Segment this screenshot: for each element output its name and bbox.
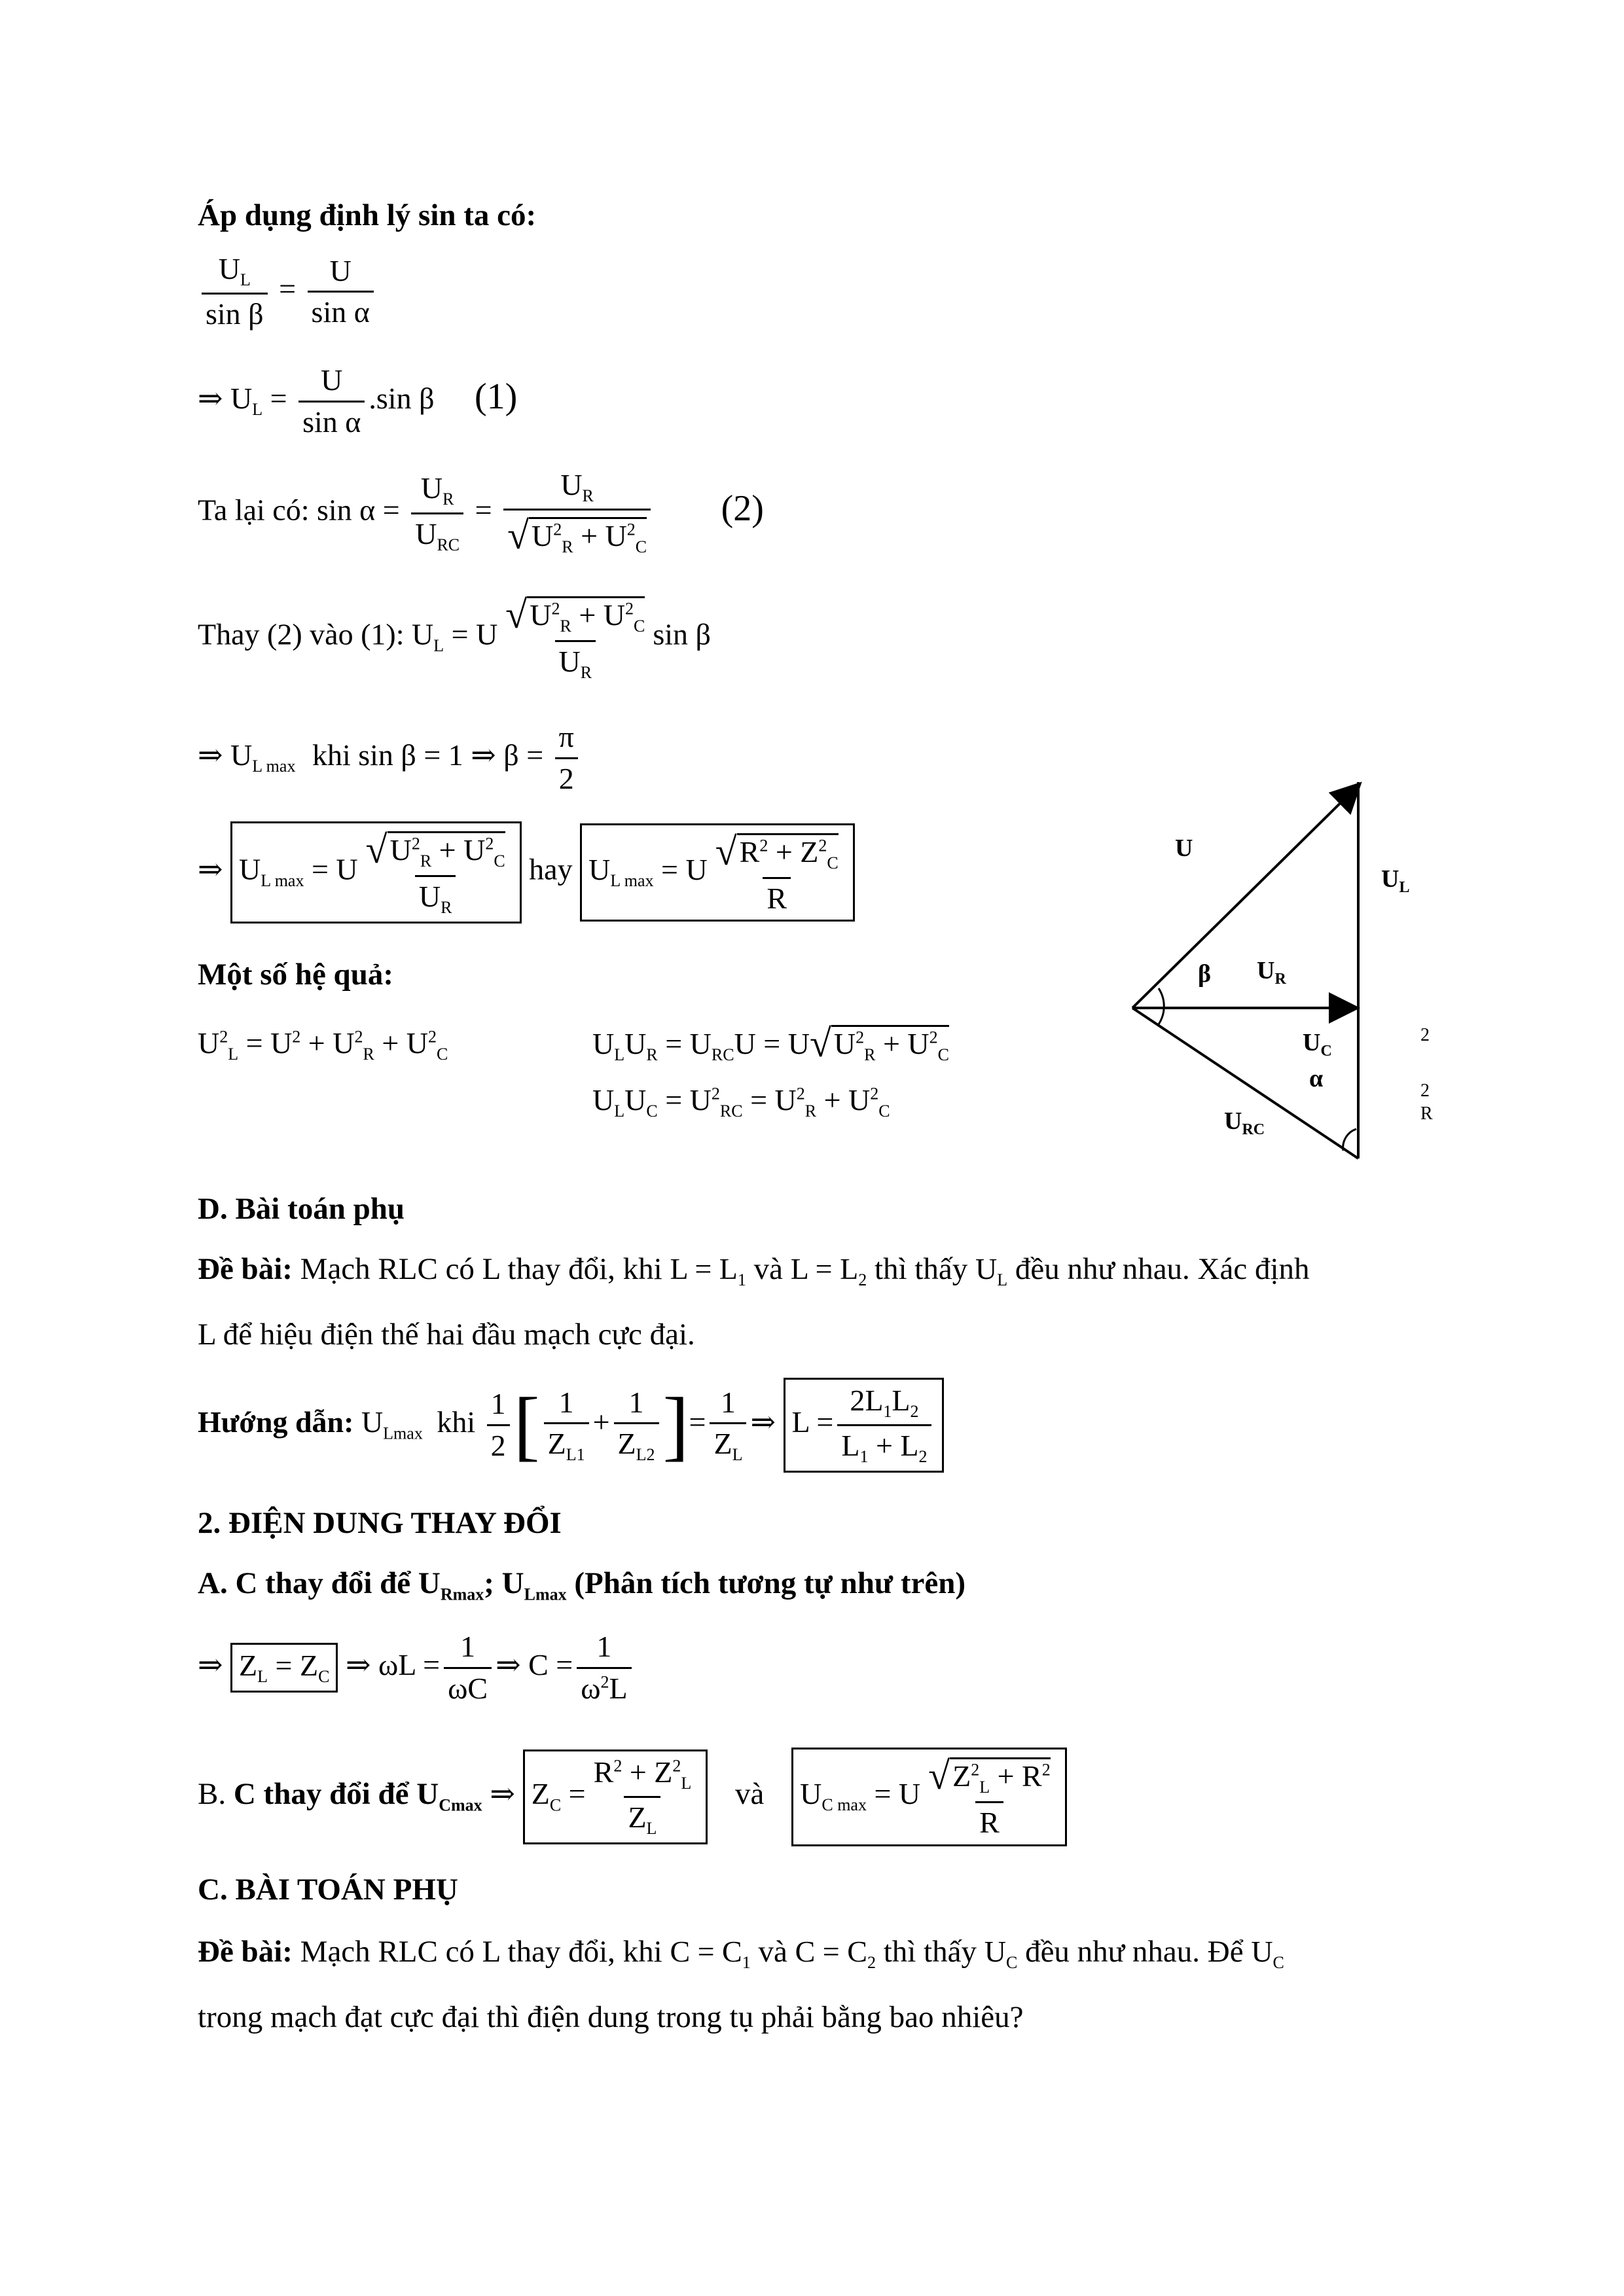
label-beta: β <box>1198 960 1212 988</box>
edge-mark-1: 2 <box>1420 1025 1430 1045</box>
equation-resonance: ⇒ $Z_L = Z_C$ ⇒ ωL = $\frac{1}{\omega C}$ ⇒ C = $\frac{1}{\omega^2L}$ <box>198 1630 636 1706</box>
equation-2: Ta lại có: sin α = $\frac{U_R}{U_{RC}}$ = $\frac{U_R}{√U^2_R + U^2_C}$ (2) <box>198 468 764 558</box>
boxed-ul-max-1: $U_{L max} = U$ $\frac{√U^2_R + U^2_C}{U_R}$ <box>230 821 522 924</box>
edge-mark-2: 2 <box>1420 1081 1430 1101</box>
label-ul: $U_L$ <box>1381 865 1410 896</box>
equation-substitution: Thay (2) vào (1): $U_L = U$ $\frac{√U^2_R + U^2_C}{U_R}$ sin β <box>198 593 711 683</box>
problem-2-line-2: trong mạch đạt cực đại thì điện dung trong tụ phải bằng bao nhiêu? <box>198 2000 1024 2034</box>
label-ur: $U_R$ <box>1257 957 1286 988</box>
heading-consequences: Một số hệ quả: <box>198 958 393 992</box>
section-c-heading: C. BÀI TOÁN PHỤ <box>198 1873 458 1907</box>
angle-alpha-arc <box>1343 1129 1356 1151</box>
problem-2-line-1: Đề bài: Mạch RLC có L thay đổi, khi $C = C_1$ và $C = C_2$ thì thấy $U_C$ đều như nhau. Để $U_C$ <box>198 1935 1284 1973</box>
label-alpha: α <box>1309 1065 1324 1092</box>
equation-sine-ratio: $\frac{U_L}{\text{sin β}}$ = $\frac{U}{\text{sin α}}$ <box>198 252 378 332</box>
label-urc: $U_{RC}$ <box>1224 1107 1265 1138</box>
problem-1-line-1: Đề bài: Mạch RLC có L thay đổi, khi $L = L_1$ và $L = L_2$ thì thấy $U_L$ đều như nhau. Xác định <box>198 1252 1310 1290</box>
label-u: U <box>1175 834 1193 862</box>
guide-1: Hướng dẫn: $U_{Lmax}$ khi $\frac{1}{2}$ [ $\frac{1}{Z_{L1}}$ + $\frac{1}{Z_{L2}}$ ]= $\frac{1}{Z_L}$ ⇒ L = $\frac{2L_1L_2}{L_1 + L_2}$ <box>198 1378 944 1473</box>
equation-1: ⇒ $U_L$ = $\frac{U}{\text{sin α}}$ .sin β (1) <box>198 363 518 439</box>
equation-ul-max-condition: ⇒ $U_{L max}$ khi sin β = 1 ⇒ β = $\frac{\pi}{2}$ <box>198 720 582 797</box>
section-a-heading: A. C thay đổi để $U_{Rmax}$; $U_{Lmax}$ (Phân tích tương tự như trên) <box>198 1566 965 1604</box>
problem-1-line-2: L để hiệu điện thế hai đầu mạch cực đại. <box>198 1318 695 1352</box>
boxed-ul-max-2: $U_{L max} = U$ $\frac{√R^2 + Z^2_C}{R}$ <box>580 823 855 922</box>
label-uc: $U_C$ <box>1303 1029 1332 1060</box>
section-d-heading: D. Bài toán phụ <box>198 1192 405 1226</box>
section-b: B. C thay đổi để $U_{Cmax}$ ⇒ $Z_C$ = $\frac{R^2 + Z^2_L}{Z_L}$ và $U_{C max} = U$ $\frac{√Z^2_L + R^2}{R}$ <box>198 1748 1067 1846</box>
angle-beta-arc <box>1159 988 1164 1024</box>
edge-mark-3: R <box>1420 1103 1433 1124</box>
vector-u <box>1132 785 1358 1008</box>
boxed-l-result: L = $\frac{2L_1L_2}{L_1 + L_2}$ <box>784 1378 944 1473</box>
phasor-diagram <box>1113 772 1479 1165</box>
boxed-zl-zc: $Z_L = Z_C$ <box>230 1643 338 1693</box>
consequence-1: $U^2_L = U^2 + U^2_R + U^2_C$ <box>198 1026 448 1064</box>
equation-ul-max-result: ⇒ $U_{L max} = U$ $\frac{√U^2_R + U^2_C}{U_R}$ hay $U_{L max} = U$ $\frac{√R^2 + Z^2_C}{R}$ <box>198 821 855 924</box>
consequence-2: $U_LU_R = U_{RC}U = U√U^2_R + U^2_C$ <box>592 1022 949 1065</box>
boxed-uc-max: $U_{C max} = U$ $\frac{√Z^2_L + R^2}{R}$ <box>791 1748 1067 1846</box>
boxed-zc-result: $Z_C$ = $\frac{R^2 + Z^2_L}{Z_L}$ <box>523 1749 708 1844</box>
heading-sine-rule: Áp dụng định lý sin ta có: <box>198 198 537 232</box>
section-2-heading: 2. ĐIỆN DUNG THAY ĐỔI <box>198 1506 562 1540</box>
consequence-3: $U_LU_C = U^2_{RC} = U^2_R + U^2_C$ <box>592 1083 890 1121</box>
